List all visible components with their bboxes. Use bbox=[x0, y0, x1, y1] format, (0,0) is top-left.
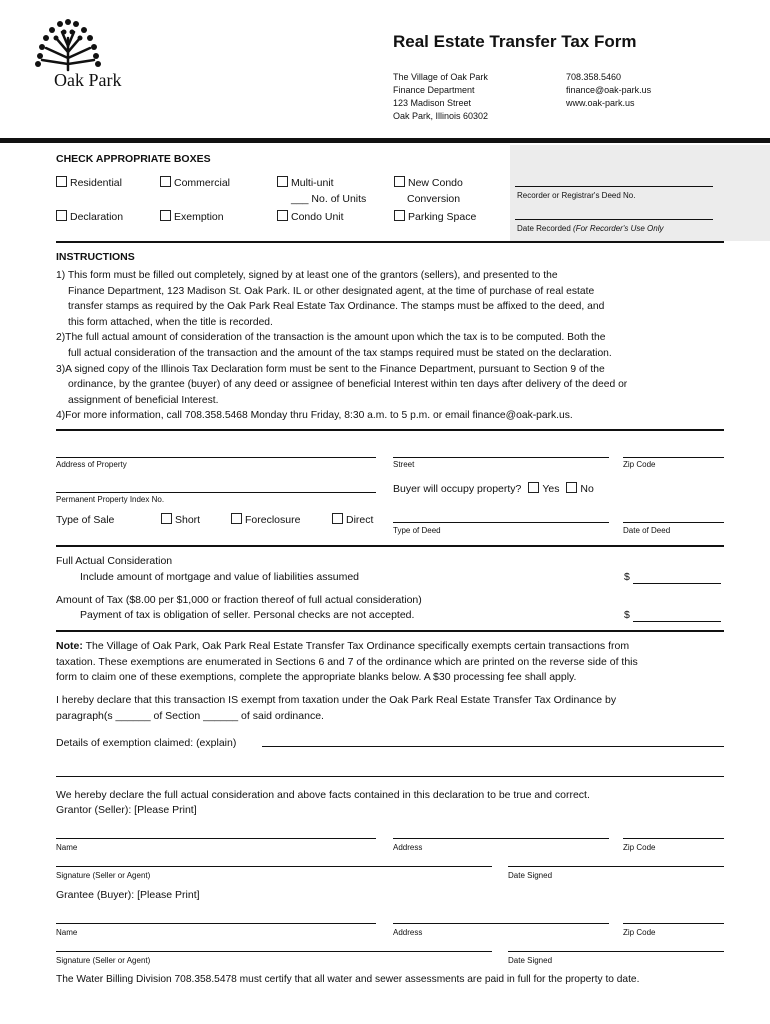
type-of-deed-field[interactable] bbox=[393, 522, 609, 523]
pin-field[interactable] bbox=[56, 492, 376, 493]
grantor-date-field[interactable] bbox=[508, 866, 724, 867]
street-field[interactable] bbox=[393, 457, 609, 458]
grantor-signature-label: Signature (Seller or Agent) bbox=[56, 871, 151, 880]
exemption-details-label: Details of exemption claimed: (explain) bbox=[56, 737, 237, 749]
exemption-declaration: I hereby declare that this transaction IS exempt from taxation under the Oak Park Real Estate Transfer Tax Ordinance by paragraph(s ______ of Section ______ of said ordinance. bbox=[56, 694, 617, 722]
full-consideration-field[interactable]: $ bbox=[624, 570, 721, 584]
full-consideration-label: Full Actual Consideration bbox=[56, 555, 173, 567]
grantor-name-label: Name bbox=[56, 843, 78, 852]
pin-label: Permanent Property Index No. bbox=[56, 495, 165, 504]
date-of-deed-label: Date of Deed bbox=[623, 526, 671, 535]
type-of-deed-label: Type of Deed bbox=[393, 526, 441, 535]
zip-label: Zip Code bbox=[623, 460, 656, 469]
grantee-address-label: Address bbox=[393, 928, 423, 937]
grantee-zip-field[interactable] bbox=[623, 923, 724, 924]
checkbox-declaration[interactable]: Declaration bbox=[56, 210, 123, 224]
instructions-heading: INSTRUCTIONS bbox=[56, 251, 135, 263]
water-billing-notice: The Water Billing Division 708.358.5478 must certify that all water and sewer assessments are paid in full for the property to date. bbox=[56, 974, 640, 985]
grantor-zip-label: Zip Code bbox=[623, 843, 656, 852]
instructions-text: 1) This form must be filled out completely, signed by at least one of the grantors (sellers), and presented to the Finance Department, 123 Madison St. Oak Park. IL or other designated agent, at the time of purchase of real estate transfer stamps as required by the Oak Park Real Estate Tax Ordinance. The stamps must be affixed to the deed, and this form attached, when the title is recorded. 2)The full actual amount of consideration of the transaction is the amount upon which the tax is to be computed. Both the full actual consideration of the transaction and the amount of the tax stamps required must be stated on the declaration. 3)A signed copy of the Illinois Tax Declaration form must be sent to the Finance Department, pursuant to Section 9 of the ordinance, by the grantee (buyer) of any deed or assignee of beneficial Interest within ten days after delivery of the deed or assignment of beneficial Interest. 4)For more information, call 708.358.5468 Monday thru Friday, 8:30 a.m. to 5 p.m. or email finance@oak-park.us. bbox=[56, 270, 628, 422]
type-of-sale-label: Type of Sale bbox=[56, 514, 115, 526]
date-recorded-label: Date Recorded (For Recorder's Use Only bbox=[517, 224, 664, 233]
contact-block: 708.358.5460 finance@oak-park.us www.oak-park.us bbox=[566, 72, 652, 108]
checkbox-short[interactable]: Short bbox=[161, 513, 200, 527]
street-label: Street bbox=[393, 460, 415, 469]
grantor-signature-field[interactable] bbox=[56, 866, 492, 867]
checkbox-foreclosure[interactable]: Foreclosure bbox=[231, 513, 300, 527]
checkbox-new-condo[interactable]: New Condo bbox=[394, 176, 463, 190]
grantor-address-label: Address bbox=[393, 843, 423, 852]
address-block: The Village of Oak Park Finance Department 123 Madison Street Oak Park, Illinois 60302 bbox=[393, 72, 489, 121]
declaration-statement: We hereby declare the full actual consideration and above facts contained in this declaration to be true and correct. bbox=[56, 789, 590, 801]
grantee-signature-label: Signature (Seller or Agent) bbox=[56, 956, 151, 965]
full-consideration-sub: Include amount of mortgage and value of liabilities assumed bbox=[80, 571, 359, 583]
checkbox-multi-unit[interactable]: Multi-unit bbox=[277, 176, 334, 190]
checkbox-parking-space[interactable]: Parking Space bbox=[394, 210, 476, 224]
tax-amount-label: Amount of Tax ($8.00 per $1,000 or fraction thereof of full actual consideration) bbox=[56, 594, 422, 606]
section-divider bbox=[56, 545, 724, 547]
date-recorded-line bbox=[515, 219, 713, 220]
grantee-date-field[interactable] bbox=[508, 951, 724, 952]
grantor-date-label: Date Signed bbox=[508, 871, 553, 880]
grantee-label: Grantee (Buyer): [Please Print] bbox=[56, 889, 200, 901]
grantor-address-field[interactable] bbox=[393, 838, 609, 839]
section-divider bbox=[56, 429, 724, 431]
address-label: Address of Property bbox=[56, 460, 127, 469]
section-divider bbox=[56, 630, 724, 632]
grantee-signature-field[interactable] bbox=[56, 951, 492, 952]
boxes-heading: CHECK APPROPRIATE BOXES bbox=[56, 153, 211, 165]
tax-amount-field[interactable]: $ bbox=[624, 608, 721, 622]
exemption-details-field-2[interactable] bbox=[56, 776, 724, 777]
occupy-question: Buyer will occupy property? Yes No bbox=[393, 483, 594, 495]
zip-field[interactable] bbox=[623, 457, 724, 458]
grantee-address-field[interactable] bbox=[393, 923, 609, 924]
address-field[interactable] bbox=[56, 457, 376, 458]
checkbox-commercial[interactable]: Commercial bbox=[160, 176, 230, 190]
grantee-zip-label: Zip Code bbox=[623, 928, 656, 937]
checkbox-direct[interactable]: Direct bbox=[332, 513, 373, 527]
grantee-name-field[interactable] bbox=[56, 923, 376, 924]
recorder-label: Recorder or Registrar's Deed No. bbox=[517, 191, 636, 200]
tax-amount-sub: Payment of tax is obligation of seller. Personal checks are not accepted. bbox=[80, 609, 415, 621]
conversion-label: Conversion bbox=[407, 193, 461, 205]
checkbox-exemption[interactable]: Exemption bbox=[160, 210, 224, 224]
exemption-details-field[interactable] bbox=[262, 746, 724, 747]
checkbox-residential[interactable]: Residential bbox=[56, 176, 122, 190]
grantee-date-label: Date Signed bbox=[508, 956, 553, 965]
grantee-name-label: Name bbox=[56, 928, 78, 937]
checkbox-yes[interactable]: Yes bbox=[524, 483, 559, 495]
logo-text: Oak Park bbox=[54, 70, 122, 90]
checkbox-condo-unit[interactable]: Condo Unit bbox=[277, 210, 344, 224]
date-of-deed-field[interactable] bbox=[623, 522, 724, 523]
grantor-name-field[interactable] bbox=[56, 838, 376, 839]
page-title: Real Estate Transfer Tax Form bbox=[393, 32, 637, 51]
note-text: Note: The Village of Oak Park, Oak Park Real Estate Transfer Tax Ordinance specifically exempts certain transactions from taxation. These exemptions are enumerated in Sections 6 and 7 of the ordinance which are printed on the reverse side of this form to claim one of these exemptions, complete the appropriate blanks below. A $30 processing fee shall apply. bbox=[56, 640, 638, 683]
grantor-label: Grantor (Seller): [Please Print] bbox=[56, 804, 197, 816]
grantor-zip-field[interactable] bbox=[623, 838, 724, 839]
checkbox-no[interactable]: No bbox=[562, 483, 593, 495]
header-divider bbox=[0, 138, 770, 143]
recorder-line bbox=[515, 186, 713, 187]
section-divider bbox=[56, 241, 724, 243]
no-of-units-field[interactable]: ___ No. of Units bbox=[291, 193, 367, 205]
